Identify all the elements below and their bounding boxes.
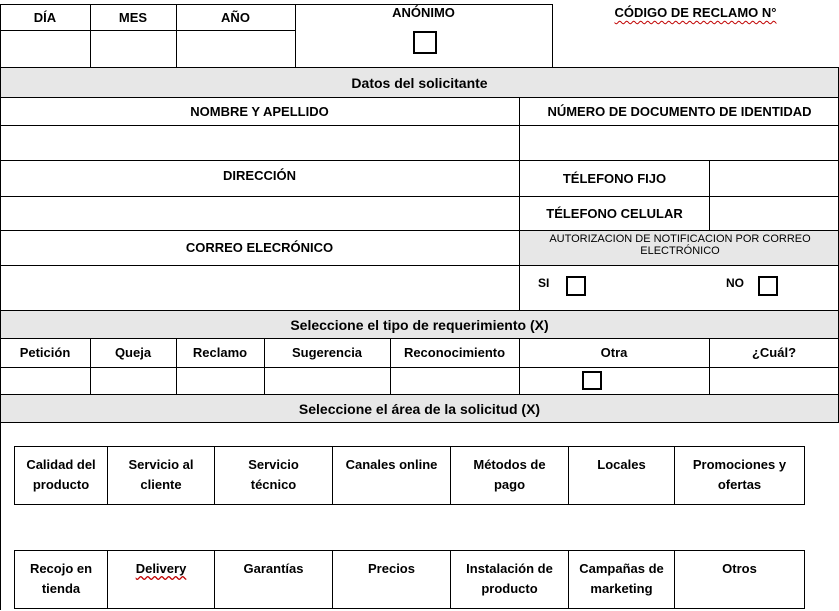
reconocimiento-mark-field[interactable] (391, 368, 519, 394)
area-locales[interactable] (568, 446, 675, 505)
area-label: Servicio técnico (248, 457, 299, 492)
area-label: Canales online (345, 457, 438, 472)
area-canales-online[interactable] (332, 446, 451, 505)
tipo-queja: Queja (114, 345, 152, 360)
reclamo-mark-field[interactable] (177, 368, 264, 394)
telefono-celular-label: TÉLEFONO CELULAR (546, 205, 683, 221)
codigo-reclamo-text: CÓDIGO DE RECLAMO N° (614, 5, 777, 20)
mes-label: MES (118, 10, 148, 25)
area-metodos-pago[interactable] (450, 446, 569, 505)
area-instalacion-producto[interactable] (450, 550, 569, 609)
documento-field[interactable] (520, 126, 838, 160)
dia-label: DÍA (33, 10, 57, 25)
area-label: Calidad del producto (26, 457, 96, 492)
si-checkbox[interactable] (566, 276, 586, 296)
area-recojo-tienda[interactable] (14, 550, 108, 609)
tipo-reconocimiento: Reconocimiento (403, 345, 506, 360)
anio-field[interactable] (177, 31, 295, 67)
tipo-sugerencia: Sugerencia (291, 345, 363, 360)
documento-label: NÚMERO DE DOCUMENTO DE IDENTIDAD (547, 103, 812, 119)
nombre-label: NOMBRE Y APELLIDO (190, 103, 329, 119)
section-title-solicitante: Datos del solicitante (351, 74, 488, 91)
cual-field[interactable] (710, 368, 838, 394)
area-label: Precios (368, 561, 415, 576)
area-label: Instalación de producto (466, 561, 553, 596)
correo-field[interactable] (1, 266, 519, 310)
tipo-reclamo: Reclamo (192, 345, 248, 360)
direccion-label: DIRECCIÓN (223, 168, 296, 183)
tipo-cual: ¿Cuál? (751, 345, 797, 360)
correo-label: CORREO ELECRÓNICO (185, 240, 334, 255)
peticion-mark-field[interactable] (1, 368, 90, 394)
area-precios[interactable] (332, 550, 451, 609)
telefono-celular-field[interactable] (710, 197, 838, 230)
anonimo-label: ANÓNIMO (392, 5, 455, 20)
area-delivery[interactable] (107, 550, 215, 609)
area-calidad-producto[interactable] (14, 446, 108, 505)
si-label: SI (538, 276, 550, 290)
autorizacion-label: AUTORIZACION DE NOTIFICACION POR CORREO ELECTRÓNICO (549, 233, 811, 257)
otra-checkbox[interactable] (582, 371, 602, 390)
no-label: NO (726, 276, 744, 290)
area-campanas-marketing[interactable] (568, 550, 675, 609)
tipo-otra: Otra (600, 345, 628, 360)
area-label: Promociones y ofertas (692, 457, 787, 492)
telefono-fijo-label: TÉLEFONO FIJO (562, 170, 667, 186)
area-servicio-tecnico[interactable] (214, 446, 333, 505)
area-label: Delivery (135, 561, 187, 576)
queja-mark-field[interactable] (91, 368, 176, 394)
section-title-requerimiento: Seleccione el tipo de requerimiento (X) (290, 316, 549, 333)
anio-label: AÑO (221, 10, 250, 25)
mes-field[interactable] (91, 31, 176, 67)
area-garantias[interactable] (214, 550, 333, 609)
area-label: Locales (597, 457, 646, 472)
codigo-reclamo-label (552, 4, 839, 22)
area-label: Campañas de marketing (579, 561, 664, 596)
nombre-field[interactable] (1, 126, 519, 160)
direccion-field[interactable] (1, 197, 519, 230)
area-promociones-ofertas[interactable] (674, 446, 805, 505)
anonimo-checkbox[interactable] (413, 31, 437, 54)
area-label: Métodos de pago (473, 457, 546, 492)
telefono-fijo-field[interactable] (710, 161, 838, 196)
tipo-peticion: Petición (19, 345, 71, 360)
area-label: Servicio al cliente (128, 457, 194, 492)
section-title-area: Seleccione el área de la solicitud (X) (298, 400, 541, 417)
no-checkbox[interactable] (758, 276, 778, 296)
sugerencia-mark-field[interactable] (265, 368, 390, 394)
area-label: Recojo en tienda (29, 561, 93, 596)
area-label: Garantías (243, 561, 304, 576)
area-label: Otros (722, 561, 757, 576)
area-servicio-cliente[interactable] (107, 446, 215, 505)
dia-field[interactable] (1, 31, 90, 67)
area-otros[interactable] (674, 550, 805, 609)
